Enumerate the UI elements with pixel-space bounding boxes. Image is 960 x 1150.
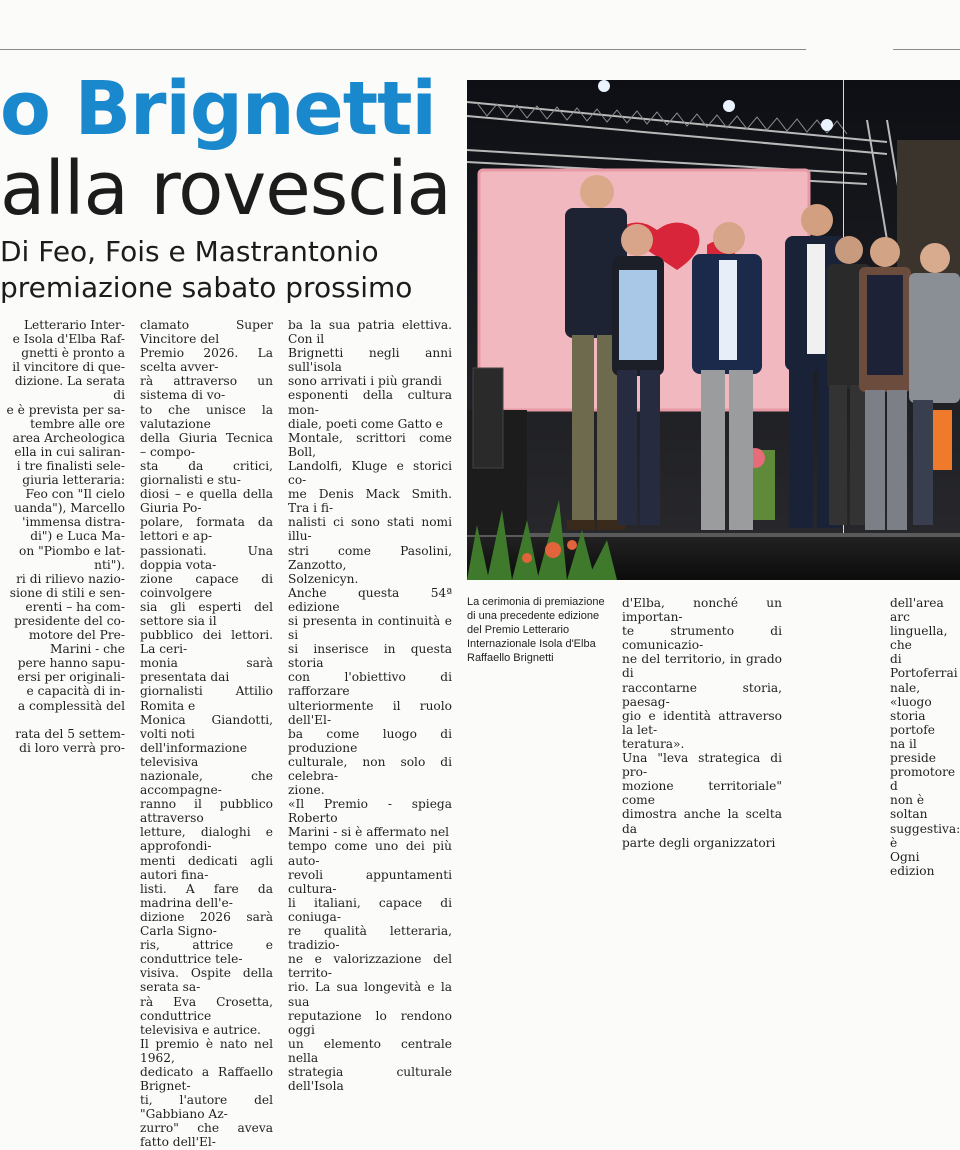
col4-line: mozione territoriale" come <box>622 779 782 808</box>
col3-line: diale, poeti come Gatto e <box>288 416 443 431</box>
col1-line: e capacità di in- <box>26 684 125 699</box>
article-column-2 <box>140 318 273 1150</box>
article-column-5 <box>890 596 960 878</box>
subheadline-line-2: premiazione sabato prossimo <box>0 271 413 304</box>
col2-line: to che unisce la valutazione <box>140 402 273 431</box>
col3-line: ba come luogo di produzione <box>288 726 452 755</box>
col5-line: non è soltan <box>890 793 928 822</box>
top-rule-right <box>893 49 960 50</box>
col2-line: ranno il pubblico attraverso <box>140 797 273 826</box>
col2-line: ti, l'autore del "Gabbiano Az- <box>140 1093 273 1122</box>
col3-line: culturale, non solo di celebra- <box>288 754 452 783</box>
col3-line: rio. La sua longevità e la sua <box>288 980 452 1009</box>
col5-line: promotore d <box>890 765 956 794</box>
col3-line: zione. <box>288 783 325 798</box>
col2-line: giornalisti Attilio Romita e <box>140 684 273 713</box>
col2-line: Il premio è nato nel 1962, <box>140 1036 273 1065</box>
col2-line: dell'informazione televisiva <box>140 740 248 769</box>
col5-line: storia portofe <box>890 708 935 737</box>
article-column-1 <box>0 318 125 755</box>
article-column-3 <box>288 318 452 1094</box>
col1-line: dizione. La serata di <box>14 374 125 403</box>
col3-line: sono arrivati i più grandi <box>288 374 442 389</box>
col1-line: ri di rilievo nazio- <box>16 571 125 586</box>
col4-line: raccontarne storia, paesag- <box>622 680 782 709</box>
col1-line: uanda"), Marcello <box>14 501 125 516</box>
col5-line: di Portoferrai <box>890 652 958 681</box>
col4-line: ne del territorio, in grado di <box>622 652 782 681</box>
col4-line: te strumento di comunicazio- <box>622 624 782 653</box>
col5-line: na il preside <box>890 736 937 766</box>
col1-line: ella in cui saliran- <box>14 444 125 459</box>
col3-line: Marini - si è affermato nel <box>288 825 450 840</box>
col2-line: nazionale, che accompagne- <box>140 769 273 798</box>
col3-line: esponenti della cultura mon- <box>288 388 452 417</box>
col4-line: Una "leva strategica di pro- <box>622 751 782 780</box>
col2-line: Monica Giandotti, volti noti <box>140 712 273 741</box>
col2-line: pubblico dei lettori. La ceri- <box>140 628 273 657</box>
col1-line: e Isola d'Elba Raf- <box>12 332 125 347</box>
col2-line: dizione 2026 sarà Carla Signo- <box>140 909 273 939</box>
col2-line: zurro" che aveva fatto dell'El- <box>140 1121 273 1150</box>
col3-line: li italiani, capace di coniuga- <box>288 895 452 924</box>
col1-line: 'immensa distra- <box>22 515 125 530</box>
col2-line: televisiva e autrice. <box>140 1022 261 1037</box>
col3-line: me Denis Mack Smith. Tra i fi- <box>288 487 452 516</box>
col5-line: dell'area arc <box>890 596 944 625</box>
col1-line: on "Piombo e lat- <box>19 543 125 558</box>
col3-line: con l'obiettivo di rafforzare <box>288 670 452 699</box>
subheadline-line-1: Di Feo, Fois e Mastrantonio <box>0 235 379 268</box>
col5-line: suggestiva: è <box>890 821 960 850</box>
col3-line: Landolfi, Kluge e storici co- <box>288 458 452 488</box>
col1-line: e è prevista per sa- <box>6 402 125 417</box>
col3-line: si inserisce in questa storia <box>288 642 452 671</box>
col1-line: area Archeologica <box>12 430 125 445</box>
col3-line: si presenta in continuità e si <box>288 613 452 643</box>
col2-line: della Giuria Tecnica – compo- <box>140 430 273 459</box>
top-rule-left <box>0 49 806 50</box>
col4-line: dimostra anche la scelta da <box>622 807 782 836</box>
col2-line: menti dedicati agli autori fina- <box>140 853 273 882</box>
col3-line: nalisti ci sono stati nomi illu- <box>288 515 452 544</box>
col1-line: erenti – ha com- <box>25 599 125 614</box>
col4-line: parte degli organizzatori <box>622 835 776 850</box>
col2-line: diosi – e quella della Giuria Po- <box>140 487 273 516</box>
col1-line: motore del Pre- <box>28 628 125 643</box>
col1-line: Letterario Inter- <box>23 318 125 332</box>
col3-line: «Il Premio - spiega Roberto <box>288 797 452 826</box>
article-column-4 <box>622 596 782 850</box>
col2-line: clamato Super Vincitore del <box>140 318 273 347</box>
col1-line: sione di stili e sen- <box>9 585 125 600</box>
col1-line: rata del 5 settem- <box>15 726 125 741</box>
col4-line: gio e identità attraverso la let- <box>622 708 782 737</box>
col2-line: rà attraverso un sistema di vo- <box>140 374 273 403</box>
col1-line: nti"). <box>94 557 125 572</box>
col4-line: teratura». <box>622 736 685 751</box>
col1-line: gnetti è pronto a <box>21 346 125 361</box>
col5-line: nale, «luogo <box>890 680 932 709</box>
col2-line: passionati. Una doppia vota- <box>140 543 273 572</box>
col2-line: monia sarà presentata dai <box>140 656 273 685</box>
col3-line: ulteriormente il ruolo dell'El- <box>288 698 452 727</box>
col3-line: revoli appuntamenti cultura- <box>288 867 452 896</box>
col2-line: visiva. Ospite della serata sa- <box>140 966 273 995</box>
col3-line: strategia culturale dell'Isola <box>288 1064 452 1094</box>
col5-line: linguella, che <box>890 624 948 653</box>
col2-line: letture, dialoghi e approfondi- <box>140 825 273 854</box>
col1-line: a complessità del <box>17 698 125 713</box>
ceremony-photo-illustration <box>467 80 960 580</box>
col3-line: ba la sua patria elettiva. Con il <box>288 318 452 347</box>
headline-line-1: o Brignetti <box>0 66 436 152</box>
col1-line: il vincitore di que- <box>12 360 125 375</box>
col1-line: giuria letteraria: <box>22 473 125 488</box>
col2-line: sia gli esperti del settore sia il <box>140 599 273 628</box>
col1-line <box>0 713 125 727</box>
col1-line: di") e Luca Ma- <box>30 529 125 544</box>
ceremony-photo <box>467 80 960 580</box>
col1-line: di loro verrà pro- <box>19 740 125 755</box>
col3-line: reputazione lo rendono oggi <box>288 1008 452 1037</box>
col1-line: tembre alle ore <box>30 416 125 431</box>
col5-line: Ogni edizion <box>890 849 935 878</box>
col2-line: sta da critici, giornalisti e stu- <box>140 458 273 488</box>
col2-line: ris, attrice e conduttrice tele- <box>140 938 273 967</box>
col2-line: rà Eva Crosetta, conduttrice <box>140 994 273 1023</box>
col3-line: re qualità letteraria, tradizio- <box>288 924 452 953</box>
col2-line: zione capace di coinvolgere <box>140 571 273 600</box>
col3-line: Solzenicyn. <box>288 571 359 586</box>
col3-line: Anche questa 54ª edizione <box>288 585 452 614</box>
col1-line: Marini - che <box>50 642 125 657</box>
col3-line: ne e valorizzazione del territo- <box>288 952 452 981</box>
col1-line: i tre finalisti sele- <box>16 458 125 473</box>
col2-line: dedicato a Raffaello Brignet- <box>140 1064 273 1094</box>
col1-line: Feo con "Il cielo <box>25 487 125 502</box>
col3-line: Brignetti negli anni sull'isola <box>288 346 452 375</box>
col1-line: ersi per originali- <box>17 670 125 685</box>
col3-line: Montale, scrittori come Boll, <box>288 430 452 459</box>
col2-line: listi. A fare da madrina dell'e- <box>140 881 273 910</box>
col3-line: un elemento centrale nella <box>288 1036 452 1065</box>
headline-line-2: alla rovescia <box>0 146 451 232</box>
col4-line: d'Elba, nonché un importan- <box>622 596 782 625</box>
col1-line: presidente del co- <box>14 613 125 628</box>
col2-line: polare, formata da lettori e ap- <box>140 515 273 544</box>
col3-line: tempo come uno dei più auto- <box>288 839 452 868</box>
col1-line: pere hanno sapu- <box>17 656 125 671</box>
photo-caption: La cerimonia di premiazione di una precedente edizione del Premio Letterario Internazionale Isola d'Elba Raffaello Brignetti <box>467 596 605 664</box>
col3-line: stri come Pasolini, Zanzotto, <box>288 543 452 572</box>
col2-line: Premio 2026. La scelta avver- <box>140 346 273 375</box>
